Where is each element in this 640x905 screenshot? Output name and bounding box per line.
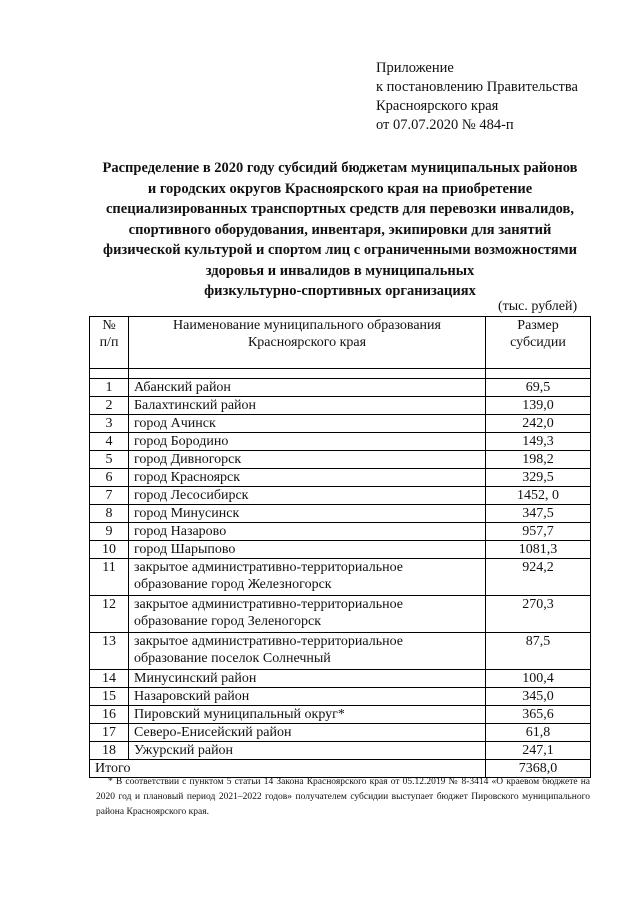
row-sum: 139,0 bbox=[486, 397, 591, 415]
table-row bbox=[90, 523, 591, 541]
row-number: 14 bbox=[90, 670, 129, 688]
row-number: 10 bbox=[90, 541, 129, 559]
row-name: город Назарово bbox=[129, 523, 486, 541]
table-row bbox=[90, 505, 591, 523]
row-name: город Шарыпово bbox=[129, 541, 486, 559]
table-row bbox=[90, 688, 591, 706]
row-number: 16 bbox=[90, 706, 129, 724]
row-sum: 270,3 bbox=[486, 596, 591, 633]
row-sum: 1081,3 bbox=[486, 541, 591, 559]
row-sum: 198,2 bbox=[486, 451, 591, 469]
row-sum: 149,3 bbox=[486, 433, 591, 451]
row-name-line-2: образование город Зеленогорск bbox=[134, 614, 322, 629]
row-number: 9 bbox=[90, 523, 129, 541]
row-sum: 87,5 bbox=[486, 633, 591, 670]
row-number: 4 bbox=[90, 433, 129, 451]
title-line-2: и городских округов Красноярского края на приобретение bbox=[147, 180, 533, 197]
header-sum-line-2: субсидии bbox=[510, 335, 566, 350]
header-sum bbox=[486, 317, 591, 369]
header-number-line-1: № bbox=[102, 318, 116, 333]
row-name-line-1: закрытое административно-территориальное bbox=[134, 560, 404, 575]
row-name: город Бородино bbox=[129, 433, 486, 451]
row-sum: 365,6 bbox=[486, 706, 591, 724]
row-number: 17 bbox=[90, 724, 129, 742]
row-number: 15 bbox=[90, 688, 129, 706]
row-number: 1 bbox=[90, 379, 129, 397]
row-sum: 242,0 bbox=[486, 415, 591, 433]
row-sum: 1452, 0 bbox=[486, 487, 591, 505]
row-name-line-1: закрытое административно-территориальное bbox=[134, 634, 404, 649]
units-label: (тыс. рублей) bbox=[498, 299, 578, 314]
row-sum: 347,5 bbox=[486, 505, 591, 523]
row-name bbox=[129, 596, 486, 633]
table-row bbox=[90, 596, 591, 633]
row-name: Пировский муниципальный округ* bbox=[129, 706, 486, 724]
table-row bbox=[90, 633, 591, 670]
row-number: 7 bbox=[90, 487, 129, 505]
table-row bbox=[90, 379, 591, 397]
row-number: 11 bbox=[90, 559, 129, 596]
row-sum: 69,5 bbox=[486, 379, 591, 397]
table-row bbox=[90, 742, 591, 760]
table-row bbox=[90, 541, 591, 559]
table-row bbox=[90, 706, 591, 724]
row-sum: 329,5 bbox=[486, 469, 591, 487]
row-sum: 957,7 bbox=[486, 523, 591, 541]
title-line-7: физкультурно-спортивных организациях bbox=[204, 283, 476, 299]
row-name bbox=[129, 559, 486, 596]
table-row bbox=[90, 397, 591, 415]
row-name-line-2: образование поселок Солнечный bbox=[134, 651, 331, 666]
title-line-6: здоровья и инвалидов в муниципальных bbox=[205, 262, 475, 279]
appendix-block bbox=[376, 59, 578, 135]
table-header-row bbox=[90, 317, 591, 369]
row-name: город Красноярск bbox=[129, 469, 486, 487]
row-name: Балахтинский район bbox=[129, 397, 486, 415]
row-name: город Минусинск bbox=[129, 505, 486, 523]
row-name-line-2: образование город Железногорск bbox=[134, 577, 332, 592]
table-row bbox=[90, 469, 591, 487]
row-sum: 61,8 bbox=[486, 724, 591, 742]
title-line-4: спортивного оборудования, инвентаря, экипировки для занятий bbox=[128, 221, 552, 238]
table-row bbox=[90, 415, 591, 433]
header-number-line-2: п/п bbox=[99, 335, 119, 350]
row-name: Ужурский район bbox=[129, 742, 486, 760]
row-number: 18 bbox=[90, 742, 129, 760]
row-sum: 247,1 bbox=[486, 742, 591, 760]
title-line-5: физической культурой и спортом лиц с ограниченными возможностями bbox=[103, 242, 577, 258]
row-sum: 345,0 bbox=[486, 688, 591, 706]
appendix-line-2: к постановлению Правительства bbox=[376, 79, 578, 95]
spacer-cell bbox=[129, 369, 486, 379]
footnote bbox=[96, 775, 590, 820]
row-name: город Ачинск bbox=[129, 415, 486, 433]
total-sum: 7368,0 bbox=[486, 760, 591, 778]
total-label: Итого bbox=[90, 760, 486, 778]
footnote-text: * В соответствии с пунктом 5 статьи 14 Закона Красноярского края от 05.12.2019 № 8-3414 «О краевом бюджете на 2020 год и плановый период 2021–2022 годов» получателем субсидии выступает бюджет Пировского муниципального района Красноярского края. bbox=[96, 777, 590, 817]
row-number: 12 bbox=[90, 596, 129, 633]
row-name: город Лесосибирск bbox=[129, 487, 486, 505]
row-name-line-1: закрытое административно-территориальное bbox=[134, 597, 404, 612]
row-name: Абанский район bbox=[129, 379, 486, 397]
table-row bbox=[90, 451, 591, 469]
title-line-1: Распределение в 2020 году субсидий бюджетам муниципальных районов bbox=[102, 160, 578, 176]
title-line-3: специализированных транспортных средств для перевозки инвалидов, bbox=[105, 201, 575, 217]
header-number bbox=[90, 317, 129, 369]
header-name bbox=[129, 317, 486, 369]
row-name: Минусинский район bbox=[129, 670, 486, 688]
table-row bbox=[90, 670, 591, 688]
header-spacer-row bbox=[90, 369, 591, 379]
row-name: Северо-Енисейский район bbox=[129, 724, 486, 742]
table-row bbox=[90, 487, 591, 505]
table-row bbox=[90, 433, 591, 451]
header-name-line-1: Наименование муниципального образования bbox=[173, 318, 441, 333]
row-sum: 100,4 bbox=[486, 670, 591, 688]
spacer-cell bbox=[90, 369, 129, 379]
appendix-line-4: от 07.07.2020 № 484-п bbox=[376, 117, 514, 133]
row-name: Назаровский район bbox=[129, 688, 486, 706]
row-name bbox=[129, 633, 486, 670]
row-number: 6 bbox=[90, 469, 129, 487]
header-name-line-2: Красноярского края bbox=[247, 335, 367, 350]
table-row bbox=[90, 559, 591, 596]
appendix-line-3: Красноярского края bbox=[376, 98, 499, 114]
row-sum: 924,2 bbox=[486, 559, 591, 596]
document-title bbox=[60, 158, 620, 302]
row-number: 8 bbox=[90, 505, 129, 523]
spacer-cell bbox=[486, 369, 591, 379]
subsidy-table bbox=[89, 316, 591, 778]
row-number: 2 bbox=[90, 397, 129, 415]
row-number: 5 bbox=[90, 451, 129, 469]
table-row bbox=[90, 724, 591, 742]
header-sum-line-1: Размер bbox=[517, 318, 559, 333]
row-number: 3 bbox=[90, 415, 129, 433]
row-number: 13 bbox=[90, 633, 129, 670]
row-name: город Дивногорск bbox=[129, 451, 486, 469]
appendix-line-1: Приложение bbox=[376, 60, 454, 76]
